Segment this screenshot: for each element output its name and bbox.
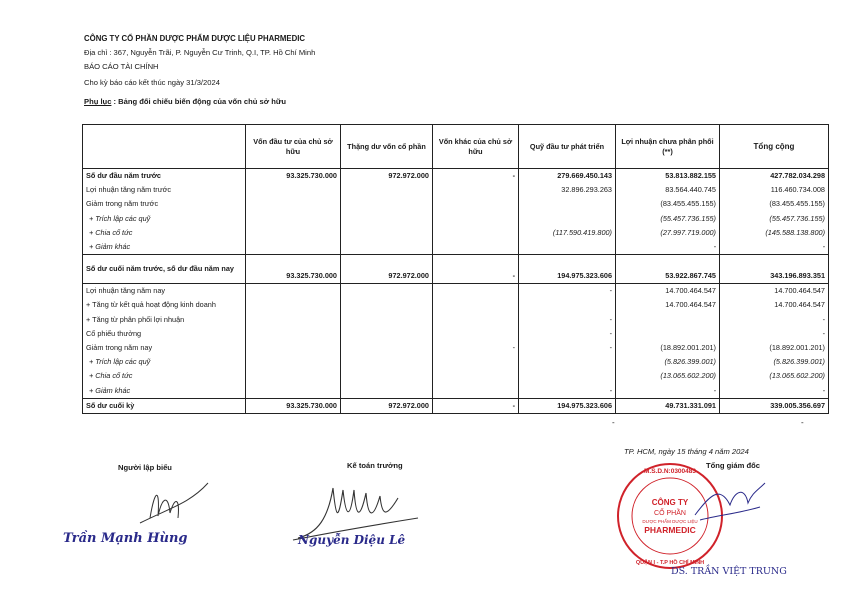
preparer-title: Người lập biểu	[118, 463, 172, 472]
table-cell: 279.669.450.143	[519, 169, 616, 184]
row-label: Giảm trong năm nay	[83, 341, 246, 355]
table-cell: (55.457.736.155)	[720, 212, 829, 226]
preparer-signature	[130, 478, 220, 538]
table-cell: 14.700.464.547	[616, 298, 720, 312]
table-row	[83, 341, 829, 355]
row-label: + Trích lập các quỹ	[83, 212, 246, 226]
table-cell: (18.892.001.201)	[616, 341, 720, 355]
report-title: BÁO CÁO TÀI CHÍNH	[84, 62, 159, 71]
general-director-name: DS. TRẦN VIỆT TRUNG	[671, 566, 787, 577]
table-cell: 93.325.730.000	[246, 255, 341, 284]
table-cell	[341, 355, 433, 369]
table-cell: -	[616, 240, 720, 255]
table-cell: 427.782.034.298	[720, 169, 829, 184]
below-table-dash: -	[612, 418, 615, 427]
table-cell: -	[720, 383, 829, 398]
table-cell: (55.457.736.155)	[616, 212, 720, 226]
svg-text:DƯỢC PHẨM DƯỢC LIỆU: DƯỢC PHẨM DƯỢC LIỆU	[642, 519, 698, 524]
table-cell	[433, 369, 519, 383]
table-cell: (13.065.602.200)	[720, 369, 829, 383]
table-row	[83, 369, 829, 383]
table-cell: (145.588.138.800)	[720, 226, 829, 240]
table-cell	[246, 212, 341, 226]
table-row	[83, 284, 829, 299]
table-cell	[519, 355, 616, 369]
row-label: Số dư cuối năm trước, số dư đầu năm nay	[83, 255, 246, 284]
table-cell: 14.700.464.547	[720, 284, 829, 299]
table-cell: 194.975.323.606	[519, 398, 616, 413]
table-cell	[246, 383, 341, 398]
table-cell	[433, 240, 519, 255]
table-cell	[341, 298, 433, 312]
table-cell	[433, 298, 519, 312]
table-row	[83, 226, 829, 240]
table-cell	[246, 313, 341, 327]
table-cell: 83.564.440.745	[616, 183, 720, 197]
appendix-label: Phụ lục	[84, 97, 112, 106]
table-cell: 343.196.893.351	[720, 255, 829, 284]
table-cell	[433, 226, 519, 240]
svg-text:M.S.D.N:0300483: M.S.D.N:0300483	[643, 468, 697, 475]
below-table-dash: -	[801, 418, 804, 427]
table-cell	[246, 355, 341, 369]
table-cell	[341, 313, 433, 327]
table-cell: -	[433, 169, 519, 184]
table-cell	[341, 284, 433, 299]
table-header-row	[83, 125, 829, 169]
table-cell	[246, 284, 341, 299]
table-cell	[519, 369, 616, 383]
table-cell	[246, 298, 341, 312]
table-row	[83, 212, 829, 226]
table-row	[83, 383, 829, 398]
chief-accountant-title: Kế toán trưởng	[347, 461, 403, 470]
appendix-title: : Bảng đối chiếu biến động của vốn chủ sở hữu	[111, 97, 287, 106]
table-cell	[433, 355, 519, 369]
table-cell: -	[720, 313, 829, 327]
table-cell	[433, 313, 519, 327]
table-cell: (83.455.455.155)	[720, 197, 829, 211]
report-period: Cho kỳ báo cáo kết thúc ngày 31/3/2024	[84, 78, 220, 87]
appendix-heading	[84, 97, 286, 106]
company-address: Địa chỉ : 367, Nguyễn Trãi, P. Nguyễn Cư Trinh, Q.I, TP. Hồ Chí Minh	[84, 48, 316, 57]
table-cell	[341, 327, 433, 341]
row-label: + Chia cổ tức	[83, 226, 246, 240]
table-row	[83, 327, 829, 341]
table-cell	[341, 369, 433, 383]
table-cell: -	[519, 284, 616, 299]
table-cell: 53.922.867.745	[616, 255, 720, 284]
table-cell: -	[433, 255, 519, 284]
table-cell: 116.460.734.008	[720, 183, 829, 197]
table-cell: -	[519, 327, 616, 341]
svg-text:CÔNG TY: CÔNG TY	[651, 498, 689, 507]
table-cell	[616, 327, 720, 341]
table-cell: 53.813.882.155	[616, 169, 720, 184]
table-cell: -	[720, 327, 829, 341]
table-cell: -	[720, 240, 829, 255]
column-header: Vốn đầu tư của chủ sở hữu	[246, 125, 341, 169]
column-header: Thặng dư vốn cổ phần	[341, 125, 433, 169]
table-row	[83, 298, 829, 312]
svg-text:QUẬN I - T.P HỒ CHÍ MINH: QUẬN I - T.P HỒ CHÍ MINH	[635, 560, 705, 566]
table-cell: -	[519, 313, 616, 327]
table-cell	[246, 240, 341, 255]
table-row	[83, 197, 829, 211]
table-body	[83, 169, 829, 414]
table-cell: 972.972.000	[341, 398, 433, 413]
table-cell: 93.325.730.000	[246, 169, 341, 184]
table-cell	[341, 240, 433, 255]
table-cell: 972.972.000	[341, 169, 433, 184]
table-cell: 32.896.293.263	[519, 183, 616, 197]
row-label: + Trích lập các quỹ	[83, 355, 246, 369]
table-cell	[341, 226, 433, 240]
table-cell	[433, 383, 519, 398]
table-cell: (5.826.399.001)	[616, 355, 720, 369]
row-label: Giảm trong năm trước	[83, 197, 246, 211]
row-label: + Giảm khác	[83, 240, 246, 255]
table-cell: -	[616, 383, 720, 398]
table-cell: (13.065.602.200)	[616, 369, 720, 383]
table-cell: 93.325.730.000	[246, 398, 341, 413]
table-cell	[341, 383, 433, 398]
table-cell: 14.700.464.547	[720, 298, 829, 312]
table-cell	[433, 183, 519, 197]
table-cell	[246, 183, 341, 197]
table-cell	[616, 313, 720, 327]
row-label: + Tăng từ phân phối lợi nhuận	[83, 313, 246, 327]
table-cell	[433, 327, 519, 341]
table-cell	[341, 183, 433, 197]
table-row	[83, 169, 829, 184]
column-header: Quỹ đầu tư phát triển	[519, 125, 616, 169]
table-cell	[341, 212, 433, 226]
row-label: + Chia cổ tức	[83, 369, 246, 383]
table-cell: -	[433, 398, 519, 413]
row-label: Cổ phiếu thưởng	[83, 327, 246, 341]
table-cell	[519, 240, 616, 255]
column-header	[83, 125, 246, 169]
table-cell: 49.731.331.091	[616, 398, 720, 413]
table-row	[83, 255, 829, 284]
place-date: TP. HCM, ngày 15 tháng 4 năm 2024	[624, 447, 749, 456]
table-row	[83, 240, 829, 255]
chief-accountant-name: Nguyễn Diệu Lê	[298, 533, 406, 547]
row-label: Số dư cuối kỳ	[83, 398, 246, 413]
table-cell	[341, 341, 433, 355]
table-cell: -	[519, 383, 616, 398]
table-cell: -	[433, 341, 519, 355]
table-row	[83, 313, 829, 327]
table-cell: 972.972.000	[341, 255, 433, 284]
table-cell	[519, 212, 616, 226]
row-label: Lợi nhuận tăng năm nay	[83, 284, 246, 299]
svg-text:PHARMEDIC: PHARMEDIC	[644, 525, 696, 535]
column-header: Tổng cộng	[720, 125, 829, 169]
table-cell: 194.975.323.606	[519, 255, 616, 284]
preparer-name: Trần Mạnh Hùng	[63, 531, 188, 546]
table-cell: (18.892.001.201)	[720, 341, 829, 355]
table-cell	[246, 197, 341, 211]
row-label: + Tăng từ kết quả hoạt động kinh doanh	[83, 298, 246, 312]
table-cell	[433, 197, 519, 211]
table-cell	[341, 197, 433, 211]
table-row	[83, 355, 829, 369]
column-header: Lợi nhuận chưa phân phối (**)	[616, 125, 720, 169]
table-cell: (27.997.719.000)	[616, 226, 720, 240]
table-cell	[519, 298, 616, 312]
table-cell	[246, 327, 341, 341]
equity-reconciliation-table	[82, 124, 829, 414]
table-cell: (83.455.455.155)	[616, 197, 720, 211]
svg-text:CỔ PHẦN: CỔ PHẦN	[654, 510, 686, 517]
table-cell	[246, 226, 341, 240]
table-row	[83, 398, 829, 413]
table-cell	[246, 341, 341, 355]
table-cell: 339.005.356.697	[720, 398, 829, 413]
director-signature	[690, 475, 770, 525]
column-header: Vốn khác của chủ sở hữu	[433, 125, 519, 169]
row-label: Số dư đầu năm trước	[83, 169, 246, 184]
row-label: Lợi nhuận tăng năm trước	[83, 183, 246, 197]
table-cell	[433, 212, 519, 226]
table-cell	[246, 369, 341, 383]
table-cell	[519, 197, 616, 211]
table-cell: -	[519, 341, 616, 355]
table-cell	[433, 284, 519, 299]
table-cell: (5.826.399.001)	[720, 355, 829, 369]
company-name: CÔNG TY CỔ PHẦN DƯỢC PHẨM DƯỢC LIỆU PHARMEDIC	[84, 34, 306, 43]
general-director-title: Tổng giám đốc	[706, 461, 760, 470]
table-row	[83, 183, 829, 197]
row-label: + Giảm khác	[83, 383, 246, 398]
table-cell: 14.700.464.547	[616, 284, 720, 299]
table-cell: (117.590.419.800)	[519, 226, 616, 240]
